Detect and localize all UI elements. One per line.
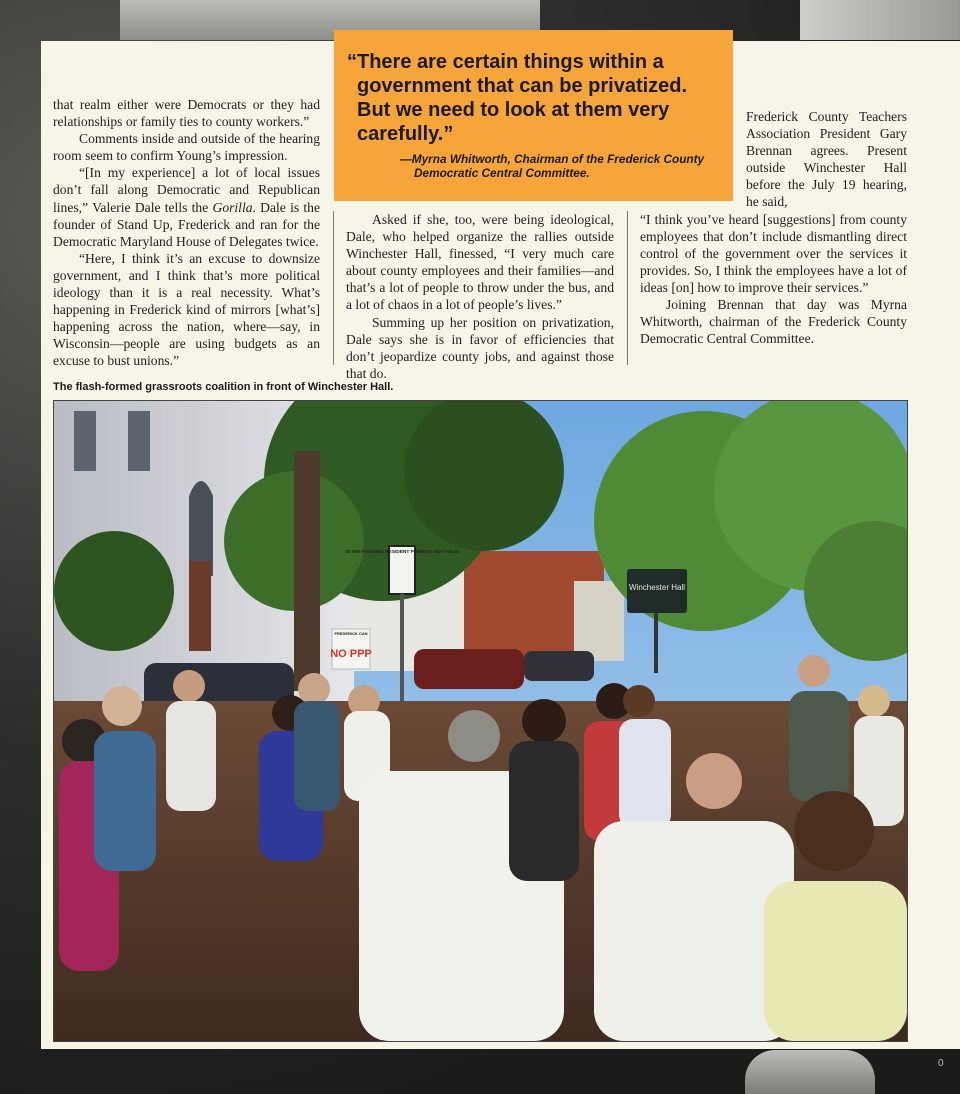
sign-protest-top: FREDERICK CAN (334, 631, 368, 636)
background-hand (745, 1050, 875, 1094)
sign-winchester-hall: Winchester Hall (628, 583, 686, 592)
sign-parking: 30 MIN PARKING RESIDENT PERMITS NOT VALID (345, 550, 459, 555)
background-building-right (800, 0, 960, 40)
rally-photo-illustration (54, 401, 907, 1041)
column-divider (627, 211, 628, 365)
col2-paragraph-2: Summing up her position on privatization, Dale says she is in favor of efficiencies that don’t jeopardize county jobs, and against those that do. (346, 314, 614, 381)
col2-paragraph-1: Asked if she, too, were being ideological, Dale, who helped organize the rallies outside Winchester Hall, finessed, “I very much care about county employees and their families—and that’s a lot of people to throw under the bus, and a lot of chaos in a lot of people’s lives.” (346, 212, 614, 313)
col1-paragraph-1: that realm either were Democrats or they had relationships or family ties to county workers.” (53, 97, 320, 130)
col1-paragraph-3: “[In my experience] a lot of local issues don’t fall along Democratic and Republican lines,” Valerie Dale tells the Gorilla. Dale is the founder of Stand Up, Frederick and ran for the Democratic Maryland House of Delegates twice. (53, 165, 320, 249)
sign-protest: NO PPP (330, 648, 372, 660)
pull-quote (334, 30, 733, 201)
col3-paragraph-2: Joining Brennan that day was Myrna Whitworth, chairman of the Frederick County Democratic Central Committee. (640, 297, 907, 347)
column-1 (53, 96, 320, 370)
pull-quote-text: “There are certain things within a government that can be privatized. But we need to look at them very carefully.” (347, 51, 688, 145)
folio: 0 (938, 1058, 944, 1069)
pull-quote-attribution: —Myrna Whitworth, Chairman of the Frederick County Democratic Central Committee. (400, 152, 705, 180)
column-2 (346, 211, 614, 382)
col3-paragraph-1-full: “I think you’ve heard [suggestions] from county employees that don’t include dismantling direct control of the government over the services it provides. So, I think the employees have a lot of ideas [on] how to improve their services.” (640, 211, 907, 295)
col1-paragraph-4: “Here, I think it’s an excuse to downsize government, and I think that’s more political ideology than it is a real necessity. What’s happening in Frederick kind of mirrors [what’s] happening across the nation, where—say, in Wisconsin—people are using budgets as an excuse to bust unions.” (53, 250, 320, 369)
rally-photo (53, 400, 908, 1042)
column-divider (333, 211, 334, 365)
col3-paragraph-1-narrow: Frederick County Teachers Association President Gary Brennan agrees. Present outside Winchester Hall before the July 19 hearing, he said, (746, 109, 907, 210)
col1-paragraph-2: Comments inside and outside of the hearing room seem to confirm Young’s impression. (53, 131, 320, 164)
photo-caption: The flash-formed grassroots coalition in front of Winchester Hall. (53, 381, 394, 393)
